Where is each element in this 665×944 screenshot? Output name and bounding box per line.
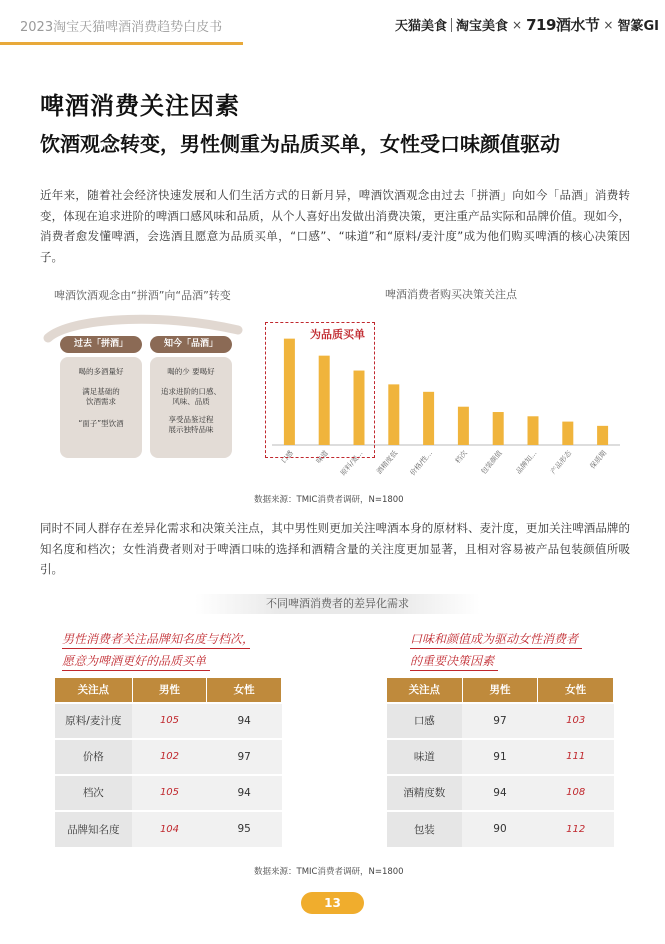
cell-factor: 品牌知名度 — [55, 811, 133, 847]
differentiation-banner: 不同啤酒消费者的差异化需求 — [195, 594, 480, 614]
brand-divider — [451, 18, 452, 32]
brand-times-2: × — [603, 17, 614, 32]
past-item-2: 满足基础的 饮酒需求 — [82, 387, 120, 406]
bar-5 — [423, 392, 434, 445]
col-header-female: 女性 — [207, 678, 282, 703]
tick-label-10: 保质期 — [588, 449, 609, 471]
quality-highlight-box — [265, 322, 375, 458]
source-note-2: 数据来源：TMIC消费者调研，N=1800 — [254, 867, 404, 877]
brand-tmall-food: 天猫美食 — [395, 19, 448, 34]
header-accent-line — [0, 42, 243, 45]
col-header-male: 男性 — [132, 678, 207, 703]
female-note-line-2: 的重要决策因素 — [410, 654, 495, 668]
intro-paragraph: 近年来，随着社会经济快速发展和人们生活方式的日新月异，啤酒饮酒观念由过去「拼酒」向如今「品酒」消费转变，体现在追求进阶的啤酒口感风味和品质，从个人喜好出发做出消费决策，更注重产品实际和品牌价值。现如今，消费者愈发懂啤酒，会选酒且愿意为品质买单，“口感”、“味道”和“原料/麦汁度”成为他们购买啤酒的核心决策因子。 — [40, 188, 630, 264]
cell-factor: 口感 — [387, 703, 463, 739]
col-header-factor: 关注点 — [55, 678, 133, 703]
bar-7 — [493, 412, 504, 445]
cell-female: 94 — [207, 775, 282, 811]
male-note-underline-2 — [62, 670, 210, 671]
tick-label-9: 产品形态 — [549, 449, 574, 476]
tick-label-5: 价格/性... — [408, 449, 435, 478]
tick-label-7: 包装颜值 — [479, 449, 504, 476]
female-note-underline-1 — [410, 648, 582, 649]
now-item-3: 享受品鉴过程 展示独特品味 — [168, 415, 214, 434]
past-column-body — [60, 357, 142, 458]
table-row — [55, 811, 282, 847]
tick-label-1: 口感 — [279, 449, 295, 466]
past-column — [60, 336, 142, 458]
female-note-underline-2 — [410, 670, 498, 671]
cell-factor: 酒精度数 — [387, 775, 463, 811]
cell-factor: 价格 — [55, 739, 133, 775]
now-column-body — [150, 357, 232, 458]
male-note-underline-1 — [62, 648, 250, 649]
male-note-line-2: 愿意为啤酒更好的品质买单 — [62, 654, 207, 668]
cell-factor: 味道 — [387, 739, 463, 775]
cell-male: 105 — [132, 775, 207, 811]
table-row — [55, 739, 282, 775]
chart-title: 啤酒消费者购买决策关注点 — [385, 288, 517, 301]
cell-female: 111 — [538, 739, 614, 775]
female-note-line-1: 口味和颜值成为驱动女性消费者 — [410, 632, 579, 646]
cell-male: 91 — [462, 739, 538, 775]
table-row — [387, 811, 614, 847]
tick-label-3: 原料/麦... — [339, 449, 365, 478]
tick-label-6: 档次 — [453, 449, 469, 466]
cell-male: 104 — [132, 811, 207, 847]
cell-female: 112 — [538, 811, 614, 847]
cell-factor: 原料/麦汁度 — [55, 703, 133, 739]
brand-zhizhuan: 智篆GI — [617, 19, 659, 34]
cell-female: 95 — [207, 811, 282, 847]
past-column-header: 过去「拼酒」 — [60, 336, 142, 353]
cell-male: 105 — [132, 703, 207, 739]
female-focus-table — [386, 677, 614, 847]
col-header-male: 男性 — [462, 678, 538, 703]
concept-shift-figure — [40, 310, 250, 470]
cell-male: 102 — [132, 739, 207, 775]
doc-title: 2023淘宝天猫啤酒消费趋势白皮书 — [20, 20, 223, 35]
page-header — [0, 0, 665, 48]
cell-male: 97 — [462, 703, 538, 739]
bar-8 — [528, 416, 539, 445]
table-row — [387, 775, 614, 811]
col-header-factor: 关注点 — [387, 678, 463, 703]
now-item-2: 追求进阶的口感、 风味、品质 — [161, 387, 221, 406]
past-item-1: 喝的多酒量好 — [78, 367, 124, 376]
male-focus-table — [54, 677, 282, 847]
male-note-line-1: 男性消费者关注品牌知名度与档次， — [62, 632, 255, 646]
now-item-1: 喝的少 要喝好 — [167, 367, 215, 376]
bar-4 — [388, 384, 399, 445]
tick-label-4: 酒精度低 — [375, 449, 400, 476]
cell-male: 90 — [462, 811, 538, 847]
bar-10 — [597, 426, 608, 445]
page-title: 啤酒消费关注因素 — [40, 92, 240, 120]
table-row — [387, 703, 614, 739]
brand-719-festival: 719酒水节 — [526, 16, 600, 34]
cell-male: 94 — [462, 775, 538, 811]
table-row — [55, 775, 282, 811]
tick-label-8: 品牌知... — [514, 449, 539, 476]
now-column-header: 知今「品酒」 — [150, 336, 232, 353]
female-note — [410, 628, 578, 672]
cell-factor: 档次 — [55, 775, 133, 811]
cell-female: 97 — [207, 739, 282, 775]
cell-female: 108 — [538, 775, 614, 811]
page-subtitle: 饮酒观念转变，男性侧重为品质买单，女性受口味颜值驱动 — [40, 132, 560, 156]
brand-taobao-food: 淘宝美食 — [456, 19, 509, 34]
concept-figure-title: 啤酒饮酒观念由“拼酒”向“品酒”转变 — [54, 289, 231, 302]
table-header-row — [55, 678, 282, 703]
past-item-3: “面子”型饮酒 — [78, 419, 124, 428]
col-header-female: 女性 — [538, 678, 614, 703]
differentiation-paragraph: 同时不同人群存在差异化需求和决策关注点，其中男性则更加关注啤酒本身的原材料、麦汁度，更加关注啤酒品牌的知名度和档次；女性消费者则对于啤酒口味的选择和酒精含量的关注度更加显著，且相对容易被产品包装颜值所吸引。 — [40, 521, 630, 576]
bar-9 — [562, 422, 573, 445]
quality-highlight-label: 为品质买单 — [310, 328, 365, 341]
bar-6 — [458, 407, 469, 445]
male-note — [62, 628, 254, 672]
brand-times-1: × — [512, 17, 523, 32]
source-note-1: 数据来源：TMIC消费者调研，N=1800 — [254, 495, 404, 505]
brand-logos — [395, 14, 659, 35]
cell-female: 103 — [538, 703, 614, 739]
table-row — [387, 739, 614, 775]
now-column — [150, 336, 232, 458]
cell-factor: 包装 — [387, 811, 463, 847]
table-header-row — [387, 678, 614, 703]
page-number: 13 — [301, 892, 364, 914]
table-row — [55, 703, 282, 739]
tick-label-2: 味道 — [314, 449, 330, 466]
cell-female: 94 — [207, 703, 282, 739]
